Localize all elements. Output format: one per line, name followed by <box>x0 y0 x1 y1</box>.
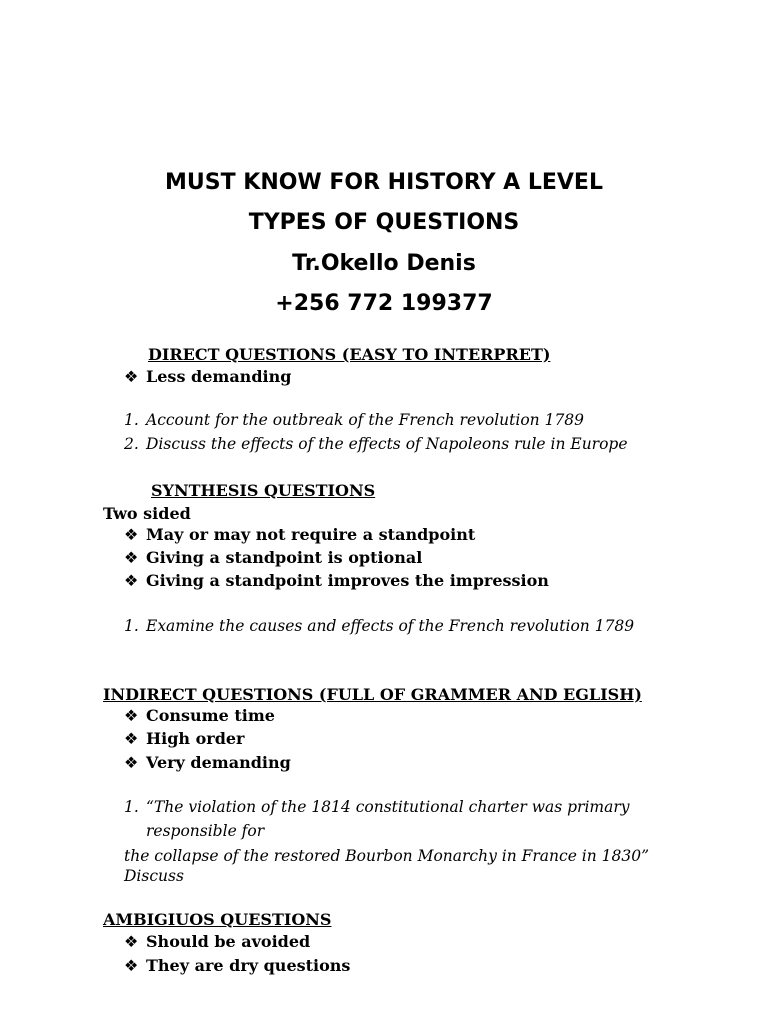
bullet-item <box>124 752 291 774</box>
diamond-bullet-icon: ❖ <box>124 548 139 567</box>
bullet-text: Giving a standpoint improves the impression <box>146 571 549 590</box>
question-number: 1. <box>124 798 139 816</box>
question-text: Discuss the effects of the effects of Napoleons rule in Europe <box>146 435 628 453</box>
bullet-item <box>124 570 549 592</box>
diamond-bullet-icon: ❖ <box>124 956 139 975</box>
author-phone: +256 772 199377 <box>275 291 493 316</box>
bullet-item <box>124 931 310 953</box>
question-number: 1. <box>124 617 139 635</box>
diamond-bullet-icon: ❖ <box>124 571 139 590</box>
question-number: 1. <box>124 411 139 429</box>
question-text: Examine the causes and effects of the French revolution 1789 <box>146 617 635 635</box>
question-text-continued: the collapse of the restored Bourbon Monarchy in France in 1830” <box>124 847 650 865</box>
question-number: 2. <box>124 435 139 453</box>
question-item <box>124 433 628 455</box>
bullet-item <box>124 705 275 727</box>
question-instruction: Discuss <box>124 867 184 885</box>
diamond-bullet-icon: ❖ <box>124 753 139 772</box>
bullet-item <box>124 955 350 977</box>
bullet-text: May or may not require a standpoint <box>146 525 476 544</box>
section-heading-ambiguous: AMBIGIUOS QUESTIONS <box>103 910 332 929</box>
question-item <box>124 409 584 431</box>
section-heading-indirect: INDIRECT QUESTIONS (FULL OF GRAMMER AND EGLISH) <box>103 685 642 704</box>
bullet-text: Giving a standpoint is optional <box>146 548 423 567</box>
question-text-continued: responsible for <box>146 822 265 840</box>
question-text: “The violation of the 1814 constitutional charter was primary <box>146 798 630 816</box>
section-heading-direct: DIRECT QUESTIONS (EASY TO INTERPRET) <box>148 345 551 364</box>
diamond-bullet-icon: ❖ <box>124 729 139 748</box>
diamond-bullet-icon: ❖ <box>124 706 139 725</box>
question-text: Account for the outbreak of the French revolution 1789 <box>146 411 585 429</box>
diamond-bullet-icon: ❖ <box>124 367 139 386</box>
bullet-text: High order <box>146 729 245 748</box>
section-heading-synthesis: SYNTHESIS QUESTIONS <box>151 481 376 500</box>
bullet-text: Less demanding <box>146 367 292 386</box>
bullet-item <box>124 728 244 750</box>
document-subtitle: TYPES OF QUESTIONS <box>248 210 520 235</box>
bullet-text: They are dry questions <box>146 956 351 975</box>
bullet-item <box>124 547 422 569</box>
question-item <box>124 615 634 637</box>
author-name: Tr.Okello Denis <box>292 251 476 276</box>
bullet-text: Very demanding <box>146 753 291 772</box>
document-title: MUST KNOW FOR HISTORY A LEVEL <box>165 170 603 195</box>
section-subheading-synthesis: Two sided <box>103 504 191 523</box>
bullet-text: Consume time <box>146 706 275 725</box>
diamond-bullet-icon: ❖ <box>124 525 139 544</box>
bullet-item <box>124 366 291 388</box>
bullet-text: Should be avoided <box>146 932 311 951</box>
bullet-item <box>124 524 475 546</box>
question-item <box>124 796 630 818</box>
diamond-bullet-icon: ❖ <box>124 932 139 951</box>
